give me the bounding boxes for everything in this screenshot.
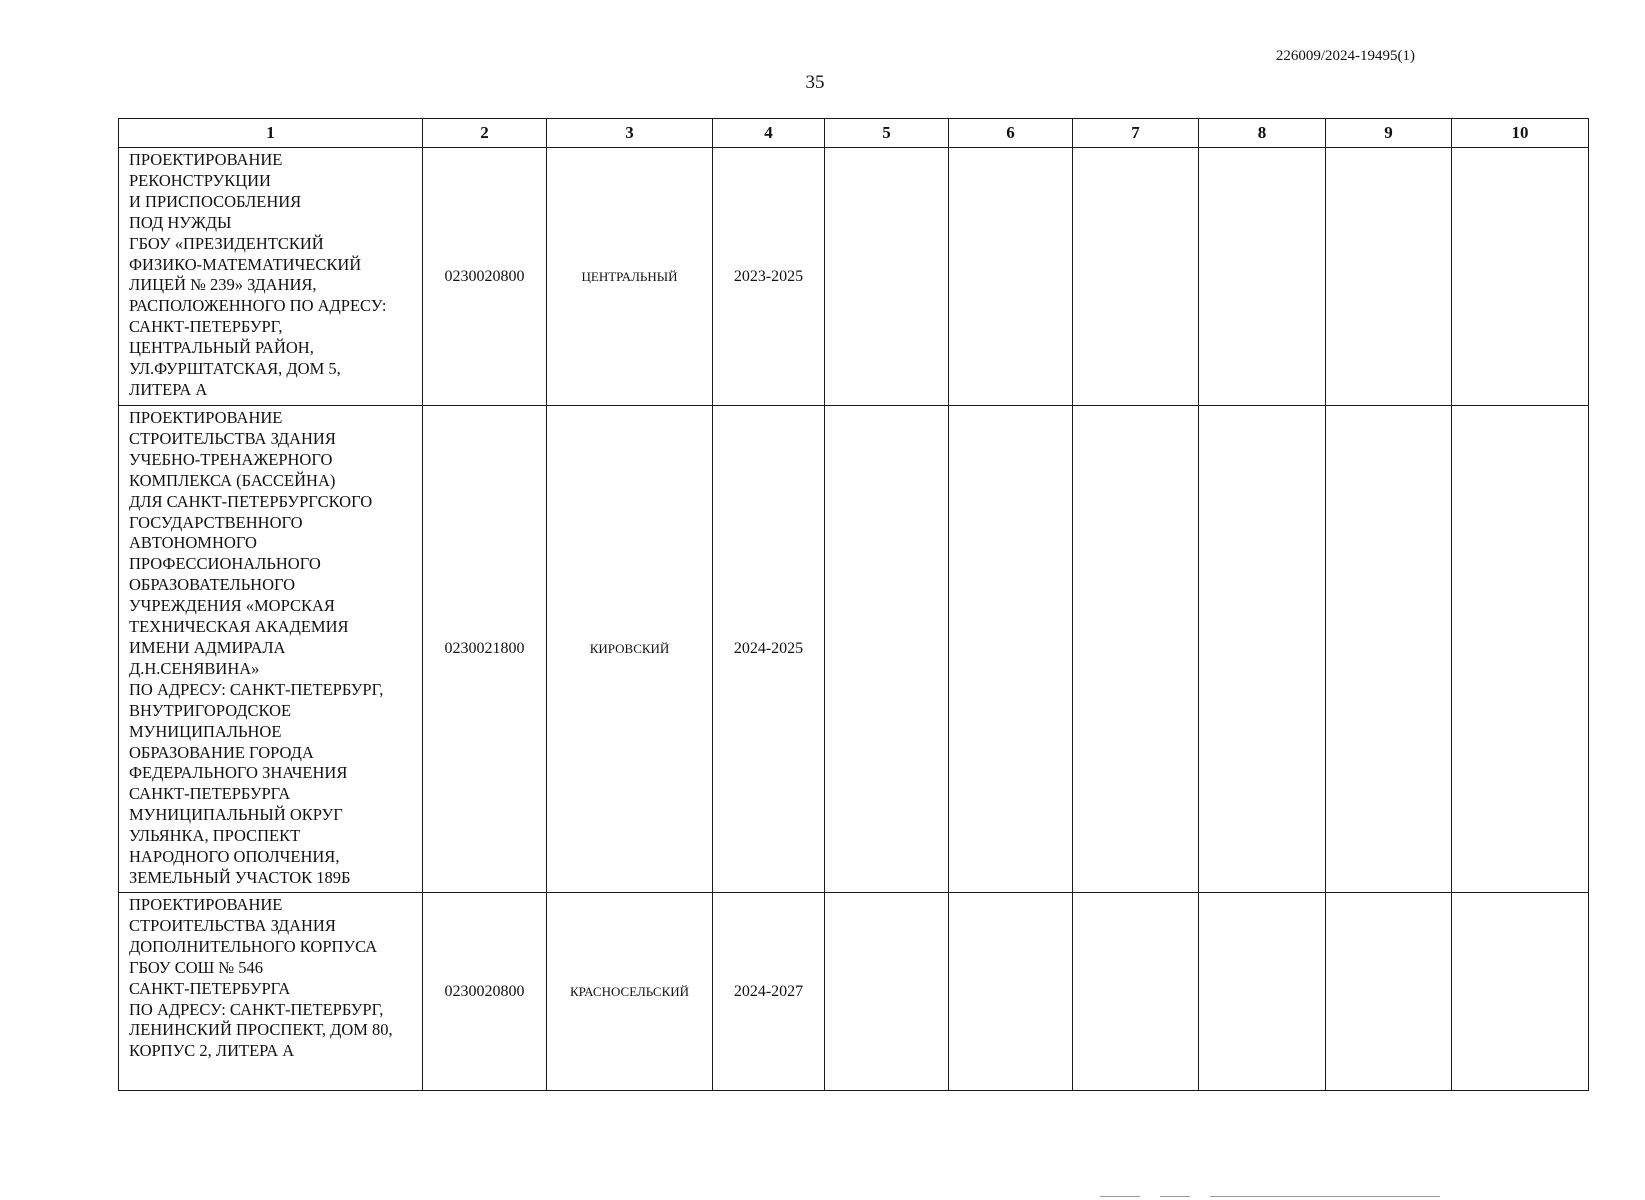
scan-artifact-line xyxy=(1100,1196,1140,1197)
code-cell: 0230020800 xyxy=(423,893,547,1091)
cell-col-8 xyxy=(1199,148,1326,406)
district-cell: КИРОВСКИЙ xyxy=(547,406,713,893)
cell-col-6 xyxy=(949,406,1073,893)
district-cell: КРАСНОСЕЛЬСКИЙ xyxy=(547,893,713,1091)
table-container xyxy=(118,118,1588,1091)
cell-col-6 xyxy=(949,893,1073,1091)
cell-col-9 xyxy=(1326,893,1452,1091)
cell-col-10 xyxy=(1452,406,1589,893)
column-header-1: 1 xyxy=(119,119,423,148)
district-cell: ЦЕНТРАЛЬНЫЙ xyxy=(547,148,713,406)
column-header-2: 2 xyxy=(423,119,547,148)
cell-col-5 xyxy=(825,406,949,893)
column-header-4: 4 xyxy=(713,119,825,148)
period-cell: 2024-2027 xyxy=(713,893,825,1091)
page-number: 35 xyxy=(805,72,825,93)
cell-col-5 xyxy=(825,893,949,1091)
projects-table xyxy=(118,118,1589,1091)
cell-col-8 xyxy=(1199,406,1326,893)
project-name-cell: ПРОЕКТИРОВАНИЕ СТРОИТЕЛЬСТВА ЗДАНИЯ УЧЕБНО-ТРЕНАЖЕРНОГО КОМПЛЕКСА (БАССЕЙНА) ДЛЯ САНКТ-ПЕТЕРБУРГСКОГО ГОСУДАРСТВЕННОГО АВТОНОМНОГО ПРОФЕССИОНАЛЬНОГО ОБРАЗОВАТЕЛЬНОГО УЧРЕЖДЕНИЯ «МОРСКАЯ ТЕХНИЧЕСКАЯ АКАДЕМИЯ ИМЕНИ АДМИРАЛА Д.Н.СЕНЯВИНА» ПО АДРЕСУ: САНКТ-ПЕТЕРБУРГ, ВНУТРИГОРОДСКОЕ МУНИЦИПАЛЬНОЕ ОБРАЗОВАНИЕ ГОРОДА ФЕДЕРАЛЬНОГО ЗНАЧЕНИЯ САНКТ-ПЕТЕРБУРГА МУНИЦИПАЛЬНЫЙ ОКРУГ УЛЬЯНКА, ПРОСПЕКТ НАРОДНОГО ОПОЛЧЕНИЯ, ЗЕМЕЛЬНЫЙ УЧАСТОК 189Б xyxy=(119,406,423,893)
project-name-cell: ПРОЕКТИРОВАНИЕ СТРОИТЕЛЬСТВА ЗДАНИЯ ДОПОЛНИТЕЛЬНОГО КОРПУСА ГБОУ СОШ № 546 САНКТ-ПЕТЕРБУРГА ПО АДРЕСУ: САНКТ-ПЕТЕРБУРГ, ЛЕНИНСКИЙ ПРОСПЕКТ, ДОМ 80, КОРПУС 2, ЛИТЕРА А xyxy=(119,893,423,1091)
cell-col-10 xyxy=(1452,893,1589,1091)
cell-col-7 xyxy=(1073,148,1199,406)
column-header-8: 8 xyxy=(1199,119,1326,148)
cell-col-5 xyxy=(825,148,949,406)
code-cell: 0230021800 xyxy=(423,406,547,893)
column-header-5: 5 xyxy=(825,119,949,148)
cell-col-9 xyxy=(1326,406,1452,893)
table-row xyxy=(119,893,1589,1091)
scan-artifact-line xyxy=(1160,1196,1190,1197)
period-cell: 2024-2025 xyxy=(713,406,825,893)
column-header-3: 3 xyxy=(547,119,713,148)
column-header-7: 7 xyxy=(1073,119,1199,148)
cell-col-6 xyxy=(949,148,1073,406)
column-header-9: 9 xyxy=(1326,119,1452,148)
table-row xyxy=(119,406,1589,893)
code-cell: 0230020800 xyxy=(423,148,547,406)
project-name-cell: ПРОЕКТИРОВАНИЕ РЕКОНСТРУКЦИИ И ПРИСПОСОБЛЕНИЯ ПОД НУЖДЫ ГБОУ «ПРЕЗИДЕНТСКИЙ ФИЗИКО-МАТЕМАТИЧЕСКИЙ ЛИЦЕЙ № 239» ЗДАНИЯ, РАСПОЛОЖЕННОГО ПО АДРЕСУ: САНКТ-ПЕТЕРБУРГ, ЦЕНТРАЛЬНЫЙ РАЙОН, УЛ.ФУРШТАТСКАЯ, ДОМ 5, ЛИТЕРА А xyxy=(119,148,423,406)
table-row xyxy=(119,148,1589,406)
cell-col-7 xyxy=(1073,406,1199,893)
column-header-10: 10 xyxy=(1452,119,1589,148)
period-cell: 2023-2025 xyxy=(713,148,825,406)
column-header-6: 6 xyxy=(949,119,1073,148)
scan-artifact-line xyxy=(1210,1196,1440,1197)
document-number: 226009/2024-19495(1) xyxy=(1275,48,1415,64)
cell-col-8 xyxy=(1199,893,1326,1091)
header-row xyxy=(119,119,1589,148)
cell-col-9 xyxy=(1326,148,1452,406)
cell-col-7 xyxy=(1073,893,1199,1091)
cell-col-10 xyxy=(1452,148,1589,406)
